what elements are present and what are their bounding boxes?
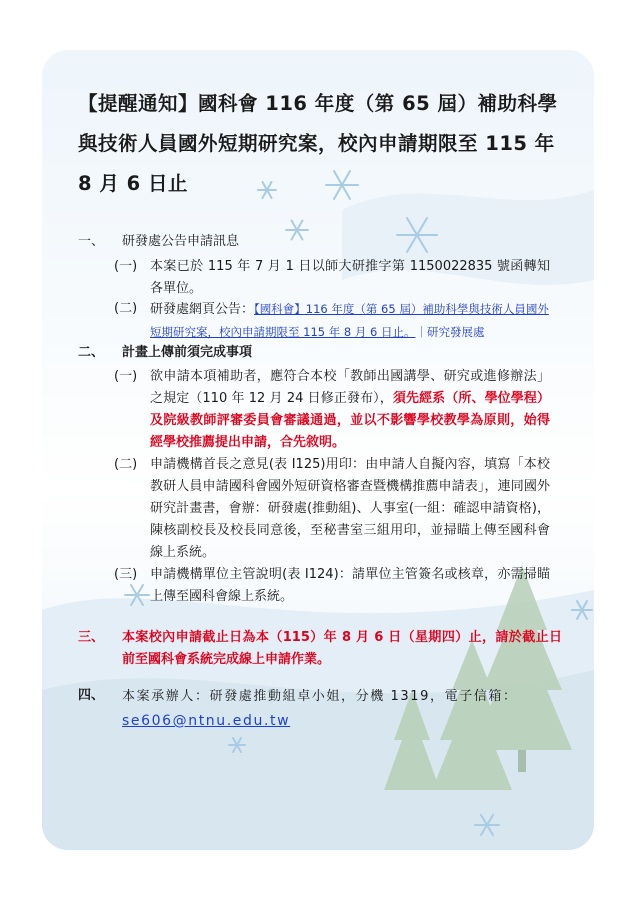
link-suffix: ｜研究發展處	[415, 325, 485, 339]
item-number: (三)	[114, 567, 138, 582]
item-text	[150, 298, 550, 344]
item-text: 申請機構單位主管說明(表 I124)：請單位主管簽名或核章，亦需掃瞄上傳至國科會線上系統。	[150, 567, 550, 604]
item-text	[150, 366, 550, 454]
item-emphasis: 須先經系（所、學位學程）及院級教師評審委員會審議通過，並以不影響學校教學為原則，始得經學校推薦提出申請，合先敘明。	[150, 391, 550, 450]
section-heading: 研發處公告申請訊息	[122, 234, 240, 249]
item-prefix: 研發處網頁公告：	[150, 302, 255, 317]
section-number: 一、	[78, 234, 105, 249]
item-number: (一)	[114, 369, 138, 384]
item-text: 本案已於 115 年 7 月 1 日以師大研推字第 1150022835 號函轉知各單位。	[150, 259, 550, 296]
contact-text: 本案承辦人：研發處推動組卓小姐，分機 1319，電子信箱：	[122, 689, 518, 704]
item-number: (二)	[114, 457, 138, 472]
item-number: (二)	[114, 301, 138, 316]
section-number: 三、	[78, 630, 105, 645]
notice-card	[42, 50, 594, 850]
notice-content	[42, 50, 594, 850]
item-number: (一)	[114, 259, 138, 274]
section-number: 二、	[78, 345, 105, 360]
announcement-link[interactable]: 【國科會】116 年度（第 65 屆）補助科學與技術人員國外短期研究案，校內申請期限至 115 年 8 月 6 日止。	[150, 302, 549, 339]
notice-title: 【提醒通知】國科會 116 年度（第 65 屆）補助科學與技術人員國外短期研究案，校內申請期限至 115 年 8 月 6 日止	[78, 92, 558, 195]
item-body: 欲申請本項補助者，應符合本校「教師出國講學、研究或進修辦法」之規定（110 年 12 月 24 日修正發布），	[150, 369, 550, 406]
deadline-notice: 本案校內申請截止日為本（115）年 8 月 6 日（星期四）止，請於截止日前至國科會系統完成線上申請作業。	[122, 630, 562, 667]
contact-info	[122, 685, 562, 734]
item-text: 申請機構首長之意見(表 I125)用印：由申請人自擬內容，填寫「本校教研人員申請國科會國外短研資格審查暨機構推薦申請表」，連同國外研究計畫書，會辦：研發處(推動組)、人事室(一組：確認申請資格)，陳核副校長及校長同意後，至秘書室三組用印，並掃瞄上傳至國科會線上系統。	[150, 457, 550, 560]
section-number: 四、	[78, 688, 105, 703]
section-heading: 計畫上傳前須完成事項	[122, 345, 253, 360]
contact-email-link[interactable]: se606@ntnu.edu.tw	[122, 713, 291, 729]
